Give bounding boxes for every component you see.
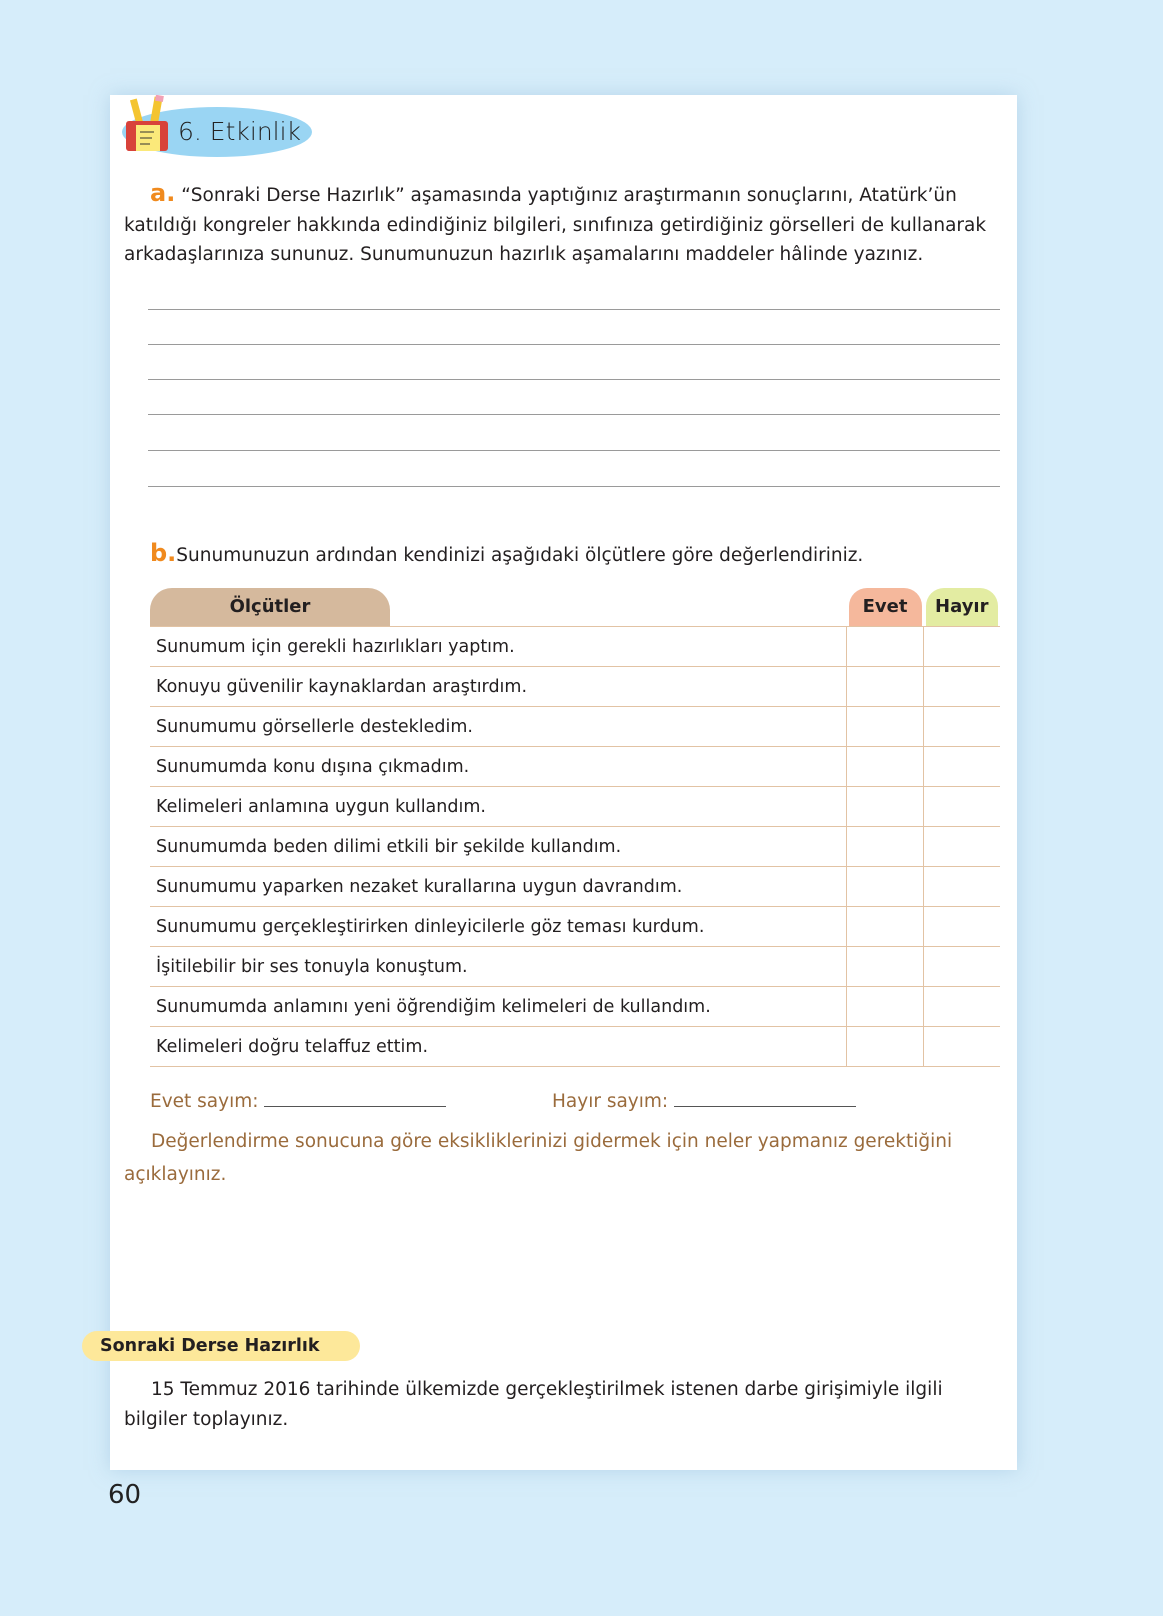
yes-checkbox-cell[interactable] bbox=[847, 707, 924, 747]
workbook-page bbox=[100, 95, 1017, 1470]
answer-line[interactable] bbox=[148, 414, 1000, 415]
self-assessment-table bbox=[150, 588, 1000, 1067]
criterion-text: Sunumumda konu dışına çıkmadım. bbox=[150, 747, 847, 787]
next-lesson-text: 15 Temmuz 2016 tarihinde ülkemizde gerçekleştirilmek istenen darbe girişimiyle ilgili bilgiler toplayınız. bbox=[124, 1379, 943, 1430]
no-checkbox-cell[interactable] bbox=[924, 987, 1001, 1027]
yes-checkbox-cell[interactable] bbox=[847, 1027, 924, 1067]
yes-count bbox=[150, 1091, 446, 1112]
no-checkbox-cell[interactable] bbox=[924, 907, 1001, 947]
criteria-header: Ölçütler bbox=[150, 588, 390, 626]
table-row bbox=[150, 987, 1000, 1027]
no-checkbox-cell[interactable] bbox=[924, 787, 1001, 827]
criterion-text: Sunumumda beden dilimi etkili bir şekilde kullandım. bbox=[150, 827, 847, 867]
no-count bbox=[552, 1091, 856, 1112]
yes-header: Evet bbox=[849, 588, 922, 626]
no-header: Hayır bbox=[926, 588, 999, 626]
part-b-instructions bbox=[150, 539, 1030, 571]
no-checkbox-cell[interactable] bbox=[924, 1027, 1001, 1067]
yes-checkbox-cell[interactable] bbox=[847, 907, 924, 947]
part-a-text: “Sonraki Derse Hazırlık” aşamasında yaptığınız araştırmanın sonuçlarını, Atatürk’ün katıldığı kongreler hakkında edindiğiniz bilgileri, sınıfınıza getirdiğiniz görselleri de kullanarak arkadaşlarınıza sununuz. Sunumunuzun hazırlık aşamalarını maddeler hâlinde yazınız. bbox=[124, 185, 987, 265]
evaluation-prompt: Değerlendirme sonucuna göre eksikliklerinizi gidermek için neler yapmanız gerektiğini açıklayınız. bbox=[124, 1131, 953, 1185]
activity-title: 6. Etkinlik bbox=[178, 117, 302, 146]
yes-checkbox-cell[interactable] bbox=[847, 827, 924, 867]
table-row bbox=[150, 627, 1000, 667]
no-checkbox-cell[interactable] bbox=[924, 627, 1001, 667]
answer-line[interactable] bbox=[148, 486, 1000, 487]
criterion-text: Kelimeleri anlamına uygun kullandım. bbox=[150, 787, 847, 827]
table-row bbox=[150, 827, 1000, 867]
page-number: 60 bbox=[108, 1480, 142, 1510]
no-checkbox-cell[interactable] bbox=[924, 667, 1001, 707]
table-row bbox=[150, 907, 1000, 947]
yes-checkbox-cell[interactable] bbox=[847, 867, 924, 907]
criterion-text: Sunumumda anlamını yeni öğrendiğim kelimeleri de kullandım. bbox=[150, 987, 847, 1027]
yes-checkbox-cell[interactable] bbox=[847, 627, 924, 667]
criterion-text: Sunumum için gerekli hazırlıkları yaptım. bbox=[150, 627, 847, 667]
criterion-text: Sunumumu yaparken nezaket kurallarına uygun davrandım. bbox=[150, 867, 847, 907]
table-row bbox=[150, 867, 1000, 907]
yes-count-label: Evet sayım: bbox=[150, 1091, 259, 1112]
no-count-field[interactable] bbox=[674, 1106, 856, 1107]
answer-line[interactable] bbox=[148, 309, 1000, 310]
table-row bbox=[150, 787, 1000, 827]
table-row bbox=[150, 1027, 1000, 1067]
criterion-text: Konuyu güvenilir kaynaklardan araştırdım. bbox=[150, 667, 847, 707]
yes-checkbox-cell[interactable] bbox=[847, 947, 924, 987]
table-row bbox=[150, 707, 1000, 747]
part-b-marker: b. bbox=[150, 539, 177, 567]
criterion-text: Kelimeleri doğru telaffuz ettim. bbox=[150, 1027, 847, 1067]
yes-checkbox-cell[interactable] bbox=[847, 667, 924, 707]
no-checkbox-cell[interactable] bbox=[924, 947, 1001, 987]
part-a-marker: a. bbox=[150, 179, 176, 207]
pencil-cup-icon bbox=[122, 95, 174, 155]
table-row bbox=[150, 667, 1000, 707]
part-b-text: Sunumunuzun ardından kendinizi aşağıdaki ölçütlere göre değerlendiriniz. bbox=[176, 545, 864, 566]
part-a-instructions bbox=[124, 179, 1004, 270]
yes-checkbox-cell[interactable] bbox=[847, 747, 924, 787]
table-row bbox=[150, 747, 1000, 787]
answer-line[interactable] bbox=[148, 450, 1000, 451]
no-checkbox-cell[interactable] bbox=[924, 827, 1001, 867]
next-lesson-title: Sonraki Derse Hazırlık bbox=[82, 1331, 360, 1361]
no-checkbox-cell[interactable] bbox=[924, 867, 1001, 907]
yes-checkbox-cell[interactable] bbox=[847, 987, 924, 1027]
table-row bbox=[150, 947, 1000, 987]
yes-checkbox-cell[interactable] bbox=[847, 787, 924, 827]
no-checkbox-cell[interactable] bbox=[924, 747, 1001, 787]
no-count-label: Hayır sayım: bbox=[552, 1091, 669, 1112]
no-checkbox-cell[interactable] bbox=[924, 707, 1001, 747]
answer-line[interactable] bbox=[148, 379, 1000, 380]
criterion-text: Sunumumu görsellerle destekledim. bbox=[150, 707, 847, 747]
criterion-text: İşitilebilir bir ses tonuyla konuştum. bbox=[150, 947, 847, 987]
criterion-text: Sunumumu gerçekleştirirken dinleyicilerle göz teması kurdum. bbox=[150, 907, 847, 947]
yes-count-field[interactable] bbox=[264, 1106, 446, 1107]
answer-line[interactable] bbox=[148, 344, 1000, 345]
